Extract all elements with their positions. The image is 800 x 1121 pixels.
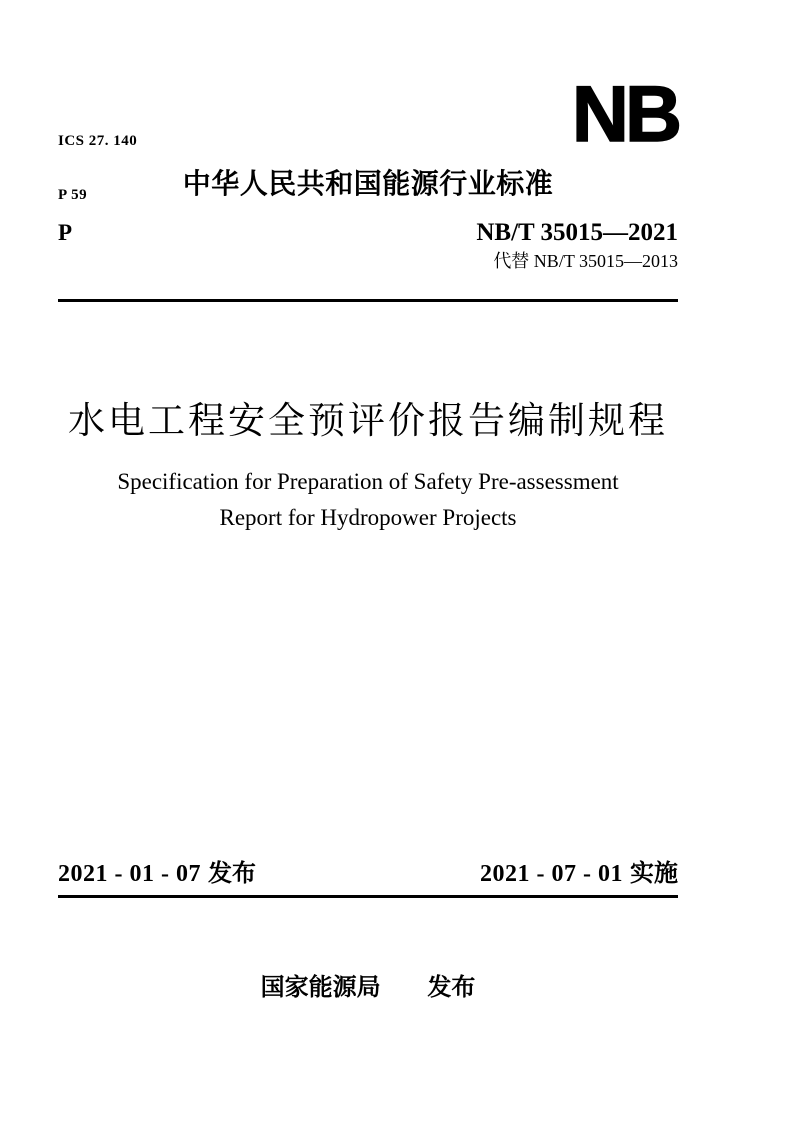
issue-date [58,862,256,886]
publisher-name: 国家能源局 [260,974,381,1001]
ics-code: ICS 27. 140 [58,133,138,149]
content-column [58,0,678,1121]
title-english-line1: Specification for Preparation of Safety Pre-assessment [117,469,619,494]
footer-rule [58,895,678,898]
filing-letter: P [58,220,73,245]
publisher-action-label: 发布 [427,974,476,1001]
publisher-row [58,974,678,1002]
standard-number: NB/T 35015—2021 [476,219,678,246]
title-english-line2: Report for Hydropower Projects [219,505,517,530]
dates-row [58,862,678,888]
implementation-date-label: 实施 [630,860,678,887]
standard-category-heading: 中华人民共和国能源行业标准 [182,168,554,199]
nb-logo: NB [571,69,678,158]
supersedes-note: 代替 NB/T 35015—2013 [493,251,678,271]
title-chinese: 水电工程安全预评价报告编制规程 [68,401,668,442]
issue-date-value: 2021 - 01 - 07 [58,861,201,887]
issue-date-label: 发布 [207,860,256,887]
implementation-date [480,862,678,886]
classification-code: P 59 [58,187,88,203]
header-rule [58,299,678,302]
implementation-date-value: 2021 - 07 - 01 [480,861,623,887]
title-english [58,464,678,536]
standard-number-row [58,220,678,248]
